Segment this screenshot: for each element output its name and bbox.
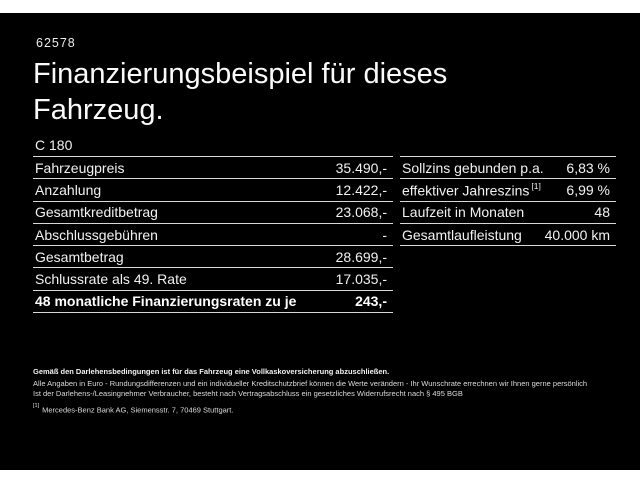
table-row (33, 179, 393, 201)
table-row (33, 224, 393, 246)
row-value: 40.000 km (544, 226, 610, 243)
row-label (402, 160, 544, 176)
finance-table (33, 156, 393, 313)
footnote-bank (33, 402, 234, 415)
footnote-text: Mercedes-Benz Bank AG, Siemensstr. 7, 70469 Stuttgart. (42, 405, 234, 415)
table-row (400, 202, 616, 224)
vehicle-model: C 180 (35, 137, 73, 153)
table-row (400, 224, 616, 246)
footer-note-line2: Ist der Darlehens-/Leasingnehmer Verbraucher, besteht nach Vertragsabschluss ein gesetzliches Widerrufsrecht nach § 495 BGB (33, 388, 463, 398)
footnote-reference: [1] (531, 180, 541, 191)
row-label (35, 182, 101, 198)
row-label-text: effektiver Jahreszins (402, 182, 530, 199)
conditions-table (400, 156, 616, 246)
row-label-text: Fahrzeugpreis (35, 159, 125, 176)
page-title-line1: Finanzierungsbeispiel für dieses (33, 58, 448, 90)
table-row (33, 268, 393, 290)
page-title-line2: Fahrzeug. (33, 94, 164, 126)
table-row (33, 202, 393, 224)
row-value: 28.699,- (335, 248, 387, 265)
row-label (35, 293, 296, 309)
footer-bold-note: Gemäß den Darlehensbedingungen ist für das Fahrzeug eine Vollkaskoversicherung abzuschließen. (33, 367, 390, 376)
row-label-text: Schlussrate als 49. Rate (35, 271, 187, 288)
row-label-text: Gesamtbetrag (35, 248, 124, 265)
table-row (33, 291, 393, 313)
table-row (33, 157, 393, 179)
row-value: 35.490,- (335, 159, 387, 176)
table-row (400, 157, 616, 179)
row-value: 243,- (355, 293, 387, 310)
row-value: 6,83 % (566, 159, 610, 176)
row-label-text: Abschlussgebühren (35, 226, 158, 243)
row-value: 17.035,- (335, 271, 387, 288)
row-value: 23.068,- (335, 204, 387, 221)
footnote-marker: [1] (33, 402, 40, 409)
row-label (35, 204, 158, 220)
row-label-text: Sollzins gebunden p.a. (402, 159, 544, 176)
row-label-text: Gesamtkreditbetrag (35, 204, 158, 221)
row-label (35, 227, 158, 243)
row-value: 12.422,- (335, 181, 387, 198)
row-label (402, 227, 522, 243)
page-title (33, 56, 447, 128)
footer-note-line1: Alle Angaben in Euro - Rundungsdifferenzen und ein individueller Kreditschutzbrief können die Werte verändern - Ihr Wunschrate errechnen wir Ihnen gerne persönlich (33, 379, 588, 389)
footer-notes (33, 367, 623, 398)
row-label-text: Anzahlung (35, 181, 102, 198)
row-value: 48 (594, 204, 610, 221)
row-label (35, 160, 125, 176)
row-label-text: Gesamtlaufleistung (402, 226, 522, 243)
row-label (35, 249, 124, 265)
reference-number: 62578 (36, 36, 76, 50)
row-value: - (382, 226, 387, 243)
table-row (400, 179, 616, 201)
row-label (402, 182, 541, 199)
row-label (402, 204, 524, 220)
row-value: 6,99 % (566, 181, 610, 198)
row-label-text: Laufzeit in Monaten (402, 204, 525, 221)
row-label (35, 271, 187, 287)
table-row (33, 246, 393, 268)
row-label-text: 48 monatliche Finanzierungsraten zu je (35, 293, 297, 310)
